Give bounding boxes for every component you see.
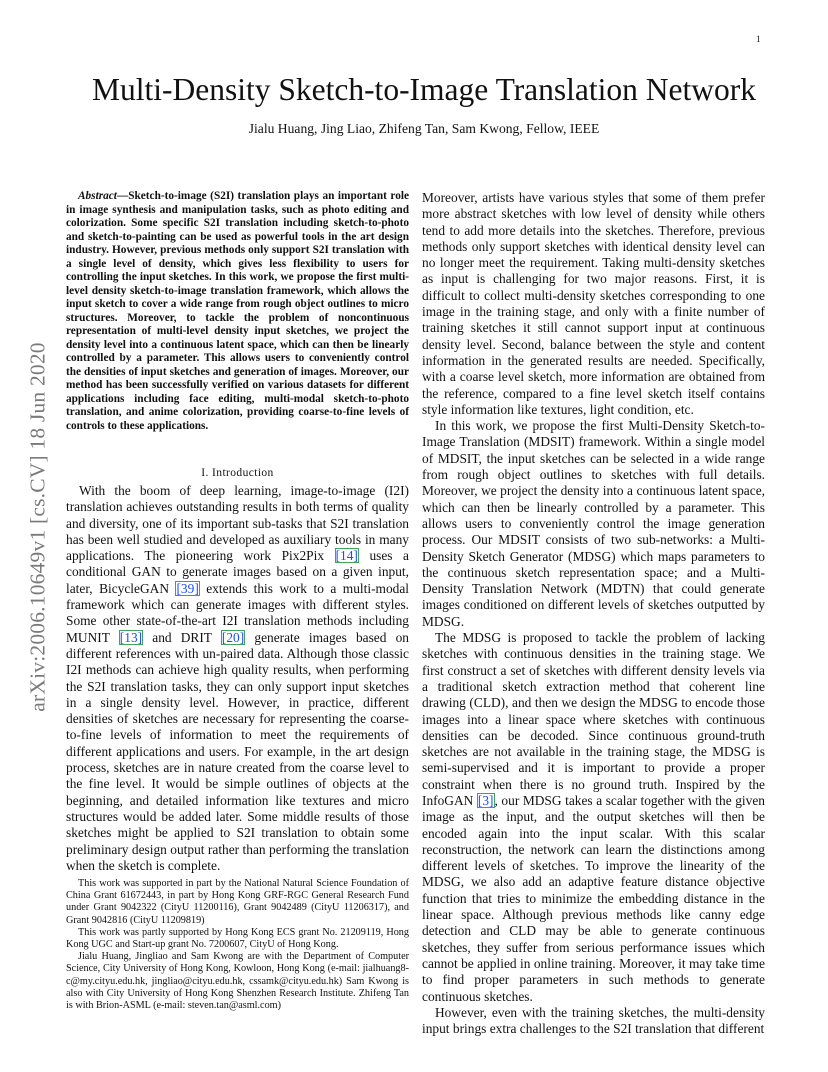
arxiv-stamp <box>22 292 54 762</box>
citation-link-14[interactable]: [14] <box>335 548 358 564</box>
abstract-text: —Sketch-to-image (S2I) translation plays an important role in image synthesis and manipulation tasks, such as photo editing and colorization. Some specific S2I translation including sketch-to-photo and sketch-to-painting can be used as powerful tools in the art design industry. However, previous methods only support S2I translation with a single level of density, which gives less flexibility to users for controlling the input sketches. In this work, we propose the first multi-level density sketch-to-image translation framework, which allows the input sketch to cover a wide range from rough object outlines to micro structures. Moreover, to tackle the problem of noncontinuous representation of multi-level density input sketches, we project the density level into a continuous latent space, which can then be linearly controlled by a parameter. This allows users to conveniently control the densities of input sketches and generation of images. Moreover, our method has been successfully verified on various datasets for different applications including face editing, multi-modal sketch-to-photo translation, and anime colorization, providing coarse-to-fine levels of controls to these applications. <box>66 190 409 432</box>
body-paragraph-2: In this work, we propose the first Multi-Density Sketch-to-Image Translation (MDSIT) framework. Within a single model of MDSIT, the input sketches can be selected in a wide range from rough object outlines to sketches with full details. Moreover, we project the density into a continuous latent space, which can then be linearly controlled by a parameter. This allows users to conveniently control the image generation process. Our MDSIT consists of two sub-networks: a Multi-Density Sketch Generator (MDSG) which maps parameters to the continuous sketch representation space; and a Multi-Density Translation Network (MDTN) that could generate images conditioned on different levels of sketches outputted by MDSG. <box>422 418 765 629</box>
citation-link-39[interactable]: [39] <box>176 580 199 596</box>
page-number: 1 <box>756 34 761 44</box>
arxiv-stamp-text: arXiv:2006.10649v1 [cs.CV] 18 Jun 2020 <box>25 342 50 712</box>
text-run: The MDSG is proposed to tackle the problem of lacking sketches with continuous densities in the training stage. We first construct a set of sketches with different density levels via a traditional sketch extraction method that coherent line drawing (CLD), and then we design the MDSG to encode those images into a linear space where sketches with continuous densities can be decoded. Since continuous ground-truth sketches are not available in the training stage, the MDSG is semi-supervised and it is important to provide a proper constraint when there is no ground truth. Inspired by the InfoGAN <box>422 630 765 808</box>
footnote-funding-1: This work was supported in part by the National Natural Science Foundation of China Grant 61672443, in part by Hong Kong GRF-RGC General Research Fund under Grant 9042322 (CityU 11200116), Grant 9042489 (CityU 11206317), and Grant 9042816 (CityU 11209819) <box>66 878 409 926</box>
section-heading-introduction <box>66 467 409 479</box>
footnotes <box>66 878 409 1012</box>
left-column <box>66 190 409 874</box>
footnote-funding-2: This work was partly supported by Hong Kong ECS grant No. 21209119, Hong Kong UGC and Start-up grant No. 7200607, CityU of Hong Kong. <box>66 926 409 951</box>
text-run: and DRIT <box>143 629 221 645</box>
author-list: Jialu Huang, Jing Liao, Zhifeng Tan, Sam Kwong, Fellow, IEEE <box>248 121 600 136</box>
footnote-affiliations: Jialu Huang, Jingliao and Sam Kwong are with the Department of Computer Science, City University of Hong Kong, Kowloon, Hong Kong (e-mail: jialhuang8-c@my.cityu.edu.hk, jingliao@cityu.edu.hk, cssamk@cityu.edu.hk) Sam Kwong is also with City University of Hong Kong Shenzhen Research Institute. Zhifeng Tan is with Brion-ASML (e-mail: steven.tan@asml.com) <box>66 951 409 1012</box>
body-paragraph-4: However, even with the training sketches, the multi-density input brings extra challenges to the S2I translation that different <box>422 1004 765 1037</box>
citation-link-3[interactable]: [3] <box>477 792 494 808</box>
abstract <box>66 190 409 433</box>
intro-paragraph-1 <box>66 483 409 874</box>
text-run: With the boom of deep learning, image-to-image (I2I) translation achieves outstanding results in both terms of quality and diversity, one of its important sub-tasks that S2I translation has been well studied and developed as auxiliary tools in many applications. The pioneering work Pix2Pix <box>66 483 409 564</box>
right-column <box>422 190 765 1037</box>
citation-link-20[interactable]: [20] <box>221 629 245 645</box>
citation-link-13[interactable]: [13] <box>119 629 143 645</box>
abstract-label: Abstract <box>78 190 117 202</box>
paper-title: Multi-Density Sketch-to-Image Translation Network <box>91 72 757 107</box>
text-run: generate images based on different references with un-paired data. Although those classic I2I methods can achieve high quality results, when performing the S2I translation tasks, they can only support input sketches in a single density level. However, in practice, different densities of sketches are necessary for representing the coarse-to-fine levels of information to meet the requirements of different applications and users. For example, in the art design process, sketches are in nature created from the coarse level to the fine level. It would be simple outlines of objects at the beginning, and detailed information like textures and micro structures would be added later. Some middle results of those sketches might be applied to S2I translation to obtain some preliminary design output rather than performing the translation when the sketch is complete. <box>66 629 409 873</box>
section-heading-text: I. Introduction <box>201 467 274 479</box>
body-paragraph-1: Moreover, artists have various styles that some of them prefer more abstract sketches with low level of density while others tend to add more details into the sketches. Therefore, previous methods only support sketches with identical density level can no longer meet the requirement. Taking multi-density sketches as input is challenging for two major reasons. First, it is difficult to collect multi-density sketches corresponding to one image in the training stage, and only with a finite number of training sketches it still cannot support input at continuous density level. Second, balance between the style and content information in the generated results are needed. Specifically, with a coarse level sketch, more information are obtained from the reference, compared to a fine level sketch itself contains style information like textures, light condition, etc. <box>422 190 765 417</box>
text-run: , our MDSG takes a scalar together with the given image as the input, and the output sketches will then be encoded again into the input scalar. With this scalar reconstruction, the network can learn the distinctions among different levels of sketches. To improve the linearity of the MDSG, we also add an adaptive feature distance objective function that tries to minimize the embedding distance in the linear space. Although previous methods like canny edge detection and CLD may be able to generate continuous sketches, they suffer from serious performance issues which cannot be applied in online training. Moreover, it may take time to find proper parameters in such methods to generate continuous sketches. <box>422 792 765 1004</box>
text-run: uses a conditional GAN to generate images based on a given input, later, BicycleGAN <box>66 548 409 596</box>
body-paragraph-3 <box>422 630 765 1005</box>
text-run: extends this work to a multi-modal framework which can generate images with different styles. Some other state-of-the-art I2I translation methods including MUNIT <box>66 580 409 645</box>
